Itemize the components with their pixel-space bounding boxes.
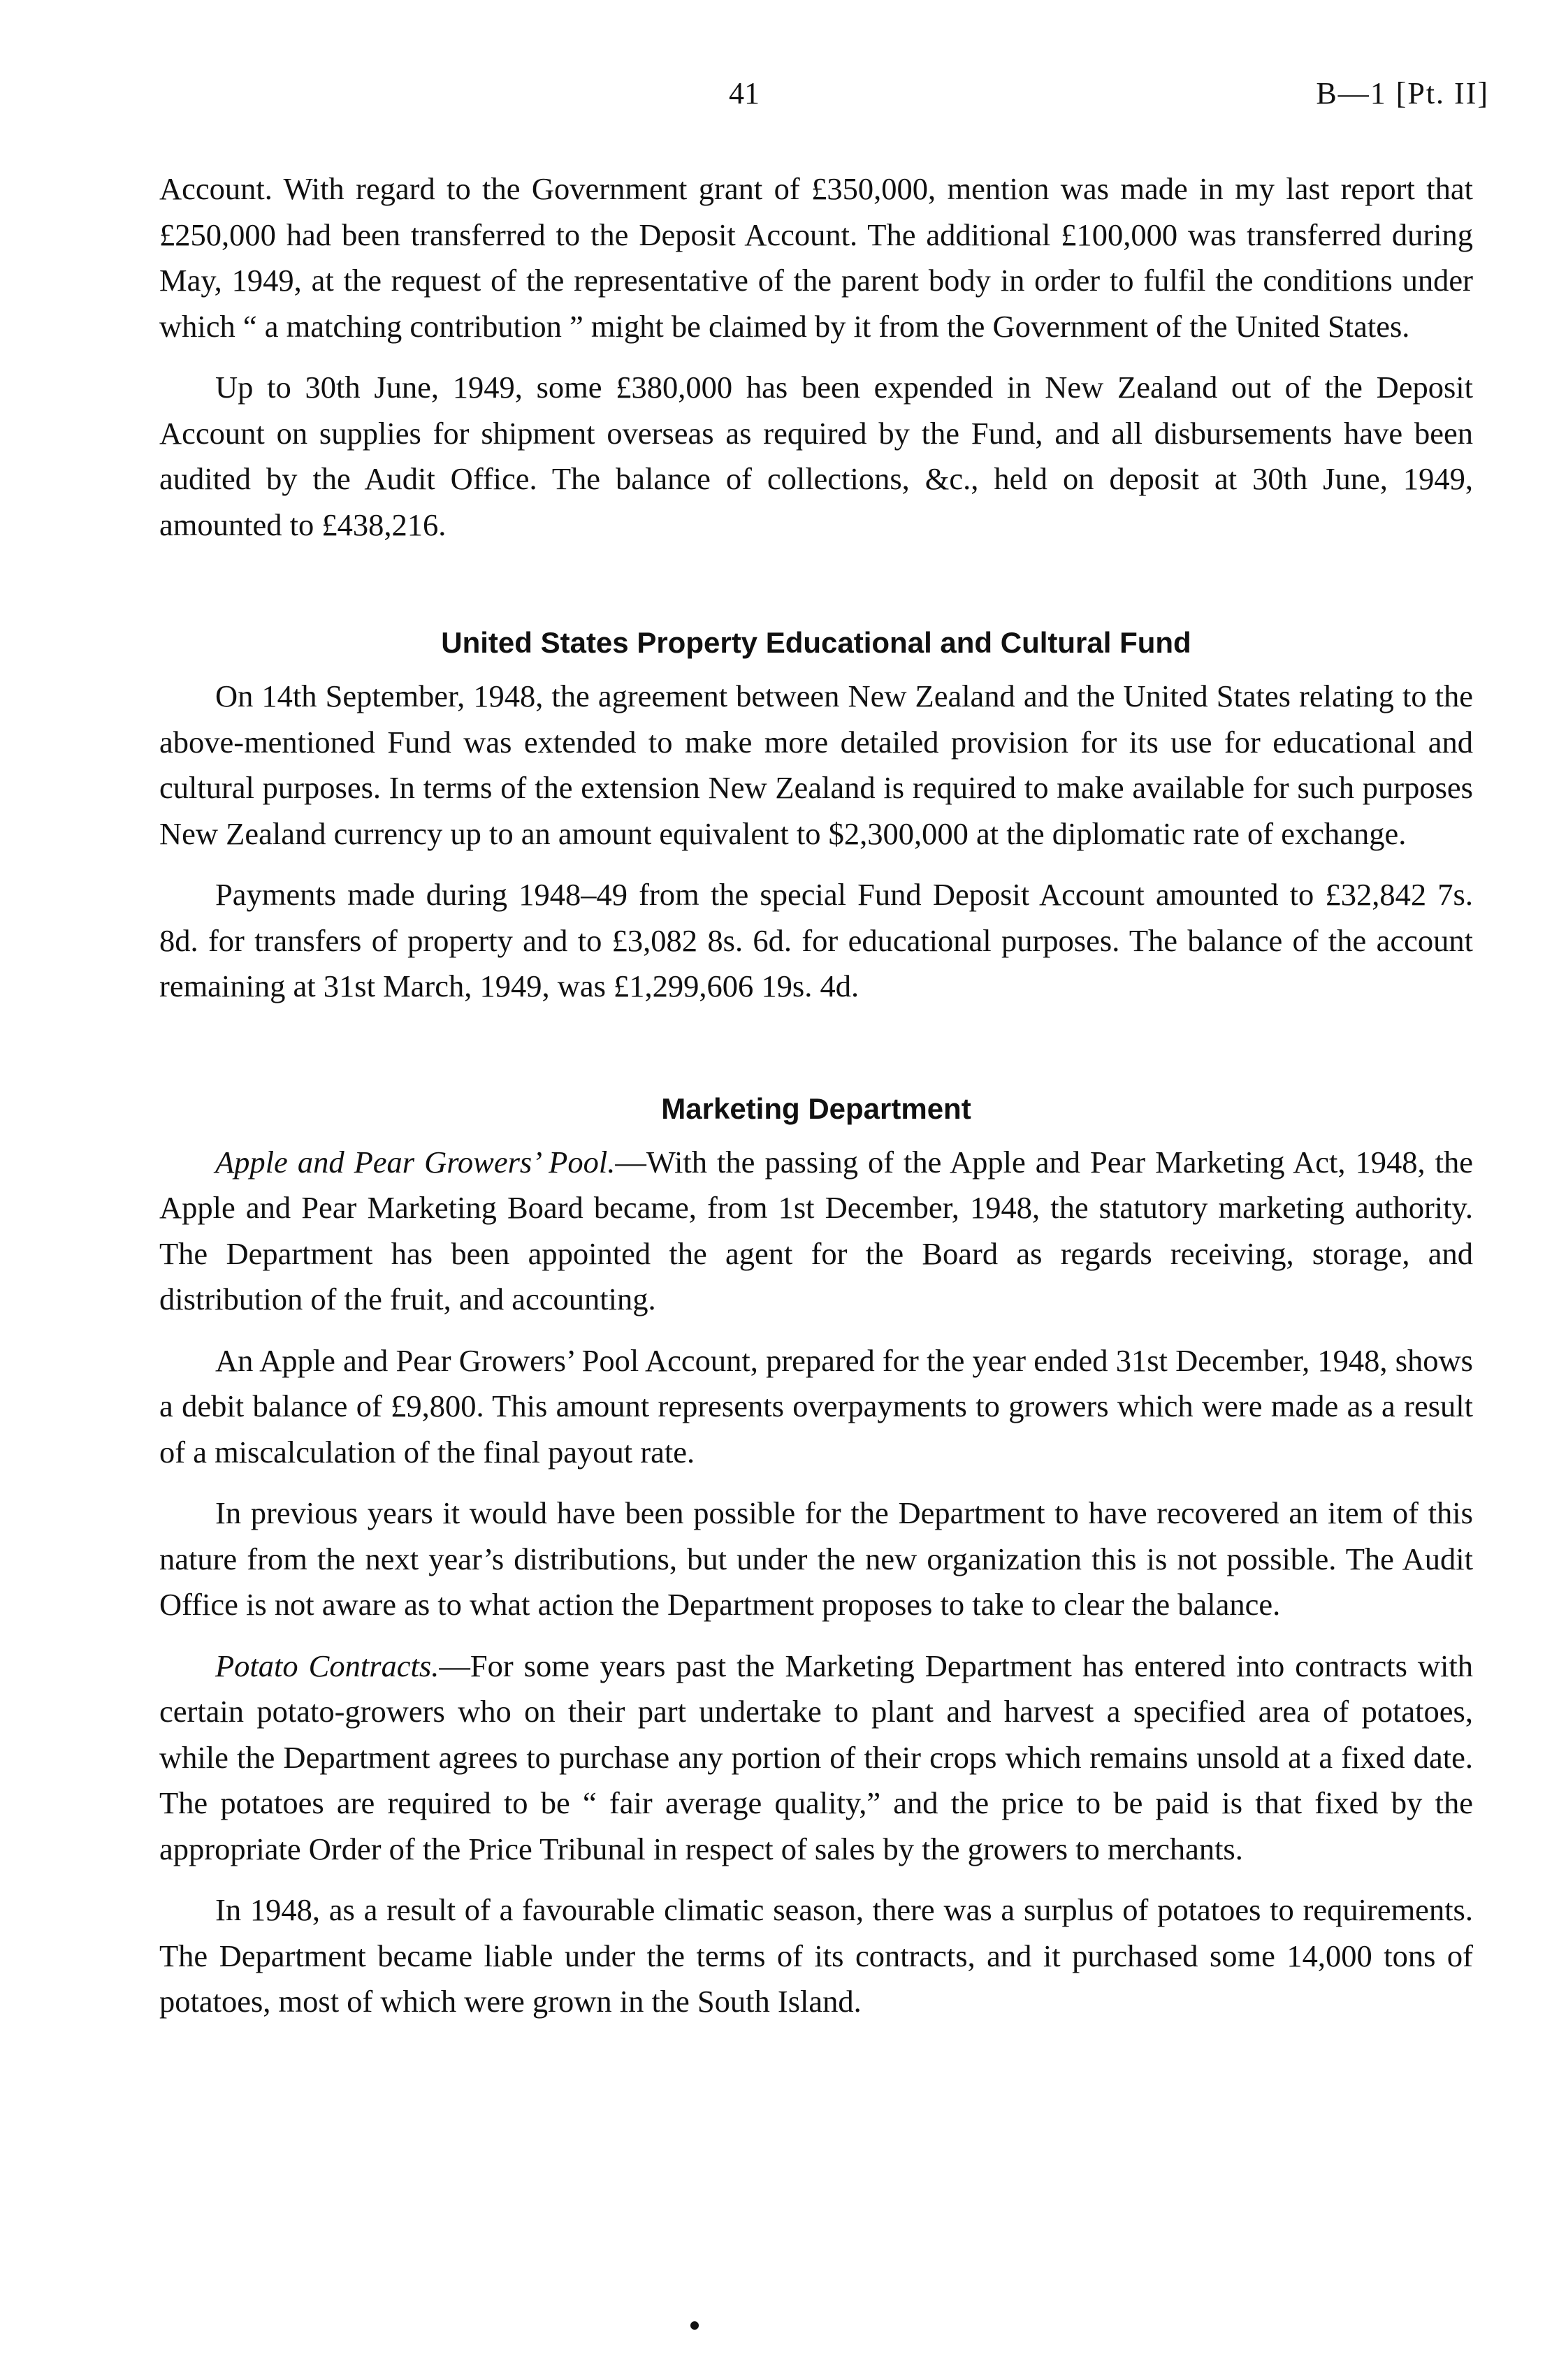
page-header xyxy=(0,75,1545,131)
paragraph-us-fund-agreement: On 14th September, 1948, the agreement between New Zealand and the United States relating to the above-mentioned Fund was extended to make more detailed provision for its use for educational and cultural purposes. In terms of the extension New Zealand is required to make available for such purposes New Zealand currency up to an amount equivalent to $2,300,000 at the diplomatic rate of exchange. xyxy=(159,679,1473,851)
subheading-apple-pear-pool: Apple and Pear Growers’ Pool. xyxy=(215,1144,616,1180)
paragraph-potato-surplus: In 1948, as a result of a favourable climatic season, there was a surplus of potatoes to requirements. The Department became liable under the terms of its contracts, and it purchased some 14,000 tons of potatoes, most of which were grown in the South Island. xyxy=(159,1892,1473,2019)
paragraph-potato-contracts xyxy=(159,1643,1473,1873)
paragraph-account-continued: Account. With regard to the Government grant of £350,000, mention was made in my last report that £250,000 had been transferred to the Deposit Account. The additional £100,000 was transferred during May, 1949, at the request of the representative of the parent body in order to fulfil the conditions under which “ a matching contribution ” might be claimed by it from the Government of the United States. xyxy=(159,171,1473,344)
paragraph-apple-pear-pool xyxy=(159,1140,1473,1323)
paragraph-pool-account: An Apple and Pear Growers’ Pool Account, prepared for the year ended 31st December, 1948, shows a debit balance of £9,800. This amount represents overpayments to growers which were made as a result of a miscalculation of the final payout rate. xyxy=(159,1342,1473,1470)
page-number: 41 xyxy=(729,76,760,110)
paragraph-deposit-expenditure: Up to 30th June, 1949, some £380,000 has been expended in New Zealand out of the Deposit Account on supplies for shipment overseas as required by the Fund, and all disbursements have been audited by the Audit Office. The balance of collections, &c., held on deposit at 30th June, 1949, amounted to £438,216. xyxy=(159,370,1473,542)
section-heading-marketing: Marketing Department xyxy=(661,1091,971,1125)
report-reference: B—1 [Pt. II] xyxy=(1316,76,1489,110)
apple-pear-pool-text: —With the passing of the Apple and Pear Marketing Act, 1948, the Apple and Pear Marketing Board became, from 1st December, 1948, the statutory marketing authority. The Department has been appointed the agent for the Board as regards receiving, storage, and distribution of the fruit, and accounting. xyxy=(159,1144,1473,1316)
paragraph-previous-years: In previous years it would have been possible for the Department to have recovered an item of this nature from the next year’s distributions, but under the new organization this is not possible. The Audit Office is not aware as to what action the Department proposes to take to clear the balance. xyxy=(159,1495,1473,1622)
potato-contracts-text: —For some years past the Marketing Department has entered into contracts with certain potato-growers who on their part undertake to plant and harvest a specified area of potatoes, while the Department agrees to purchase any portion of their crops which remains unsold at a fixed date. The potatoes are required to be “ fair average quality,” and the price to be paid is that fixed by the appropriate Order of the Price Tribunal in respect of sales by the growers to merchants. xyxy=(159,1648,1473,1866)
paragraph-us-fund-payments: Payments made during 1948–49 from the special Fund Deposit Account amounted to £32,842 7s. 8d. for transfers of property and to £3,082 8s. 6d. for educational purposes. The balance of the account remaining at 31st March, 1949, was £1,299,606 19s. 4d. xyxy=(159,877,1473,1003)
ink-dot-mark xyxy=(690,2321,699,2330)
body-text xyxy=(159,166,1473,2025)
subheading-potato-contracts: Potato Contracts. xyxy=(215,1648,440,1683)
section-heading-us-fund: United States Property Educational and Cultural Fund xyxy=(441,626,1191,659)
